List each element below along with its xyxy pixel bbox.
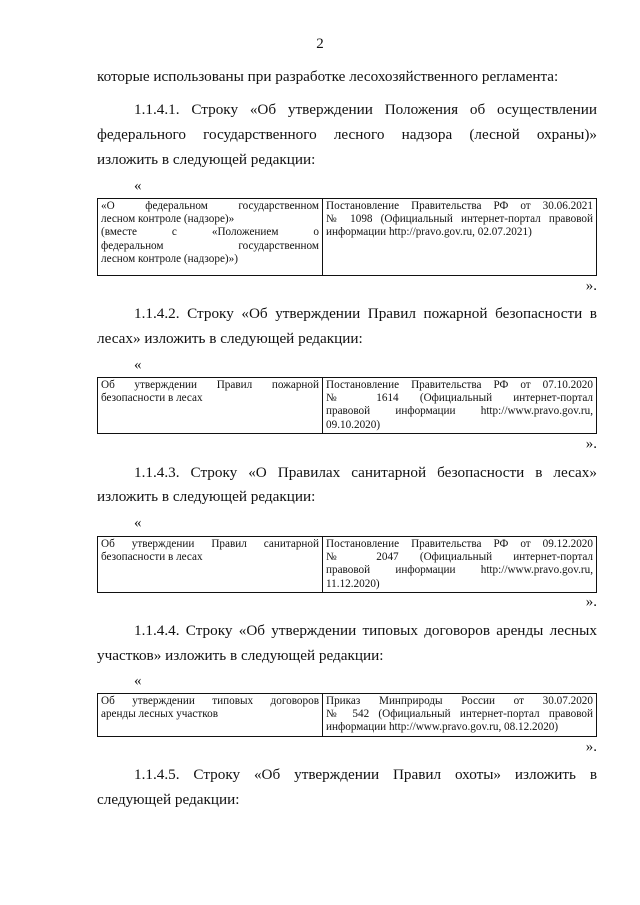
intro-line: которые использованы при разработке лесохозяйственного регламента: bbox=[97, 68, 559, 85]
word: «Об bbox=[241, 305, 268, 322]
word: осуществлении bbox=[497, 101, 597, 118]
word: в bbox=[589, 766, 597, 783]
word: Правилах bbox=[277, 464, 341, 481]
word: Строку bbox=[193, 766, 241, 783]
word: утверждении bbox=[294, 766, 380, 783]
cell-line: Об утверждении Правил санитарной bbox=[101, 538, 319, 550]
cell-line: 09.10.2020) bbox=[326, 418, 381, 431]
close-quote: ». bbox=[585, 278, 597, 294]
close-quote: ». bbox=[585, 436, 597, 452]
page-number: 2 bbox=[316, 36, 324, 52]
section-1-heading-line-2 bbox=[97, 126, 597, 144]
word: Правил bbox=[367, 305, 416, 322]
word: Строку bbox=[190, 464, 238, 481]
word: Строку bbox=[191, 101, 239, 118]
word: государственного bbox=[203, 126, 317, 143]
section-5-heading-line-2: следующей редакции: bbox=[97, 791, 240, 808]
cell-line: № 1614 (Официальный интернет-портал bbox=[326, 392, 593, 405]
cell-line: лесном контроле (надзоре)» bbox=[101, 213, 235, 226]
cell-line: лесном контроле (надзоре)») bbox=[101, 252, 238, 265]
word: в bbox=[535, 464, 543, 481]
word: «Об bbox=[238, 622, 266, 639]
word: «Об bbox=[253, 766, 281, 783]
open-quote: « bbox=[134, 357, 142, 373]
cell-line: 11.12.2020) bbox=[326, 577, 380, 590]
cell-line: безопасности в лесах bbox=[101, 551, 203, 564]
table-cell-source bbox=[323, 199, 597, 276]
section-2-table bbox=[97, 377, 597, 434]
word: аренды bbox=[496, 622, 544, 639]
cell-line: Об утверждении типовых договоров bbox=[101, 695, 319, 707]
word: 1.1.4.1. bbox=[134, 101, 180, 118]
table-cell-title bbox=[98, 378, 323, 434]
cell-line: федеральном государственном bbox=[101, 239, 319, 252]
word: лесных bbox=[549, 622, 597, 639]
close-quote: ». bbox=[585, 594, 597, 610]
close-quote: ». bbox=[585, 739, 597, 755]
cell-line: «О федеральном государственном bbox=[101, 200, 319, 212]
word: лесах» bbox=[553, 464, 597, 481]
section-2-heading-line-1 bbox=[134, 305, 597, 323]
section-1-heading-line-3: изложить в следующей редакции: bbox=[97, 151, 316, 168]
cell-line: аренды лесных участков bbox=[101, 708, 218, 721]
table-cell-title bbox=[98, 694, 323, 737]
section-3-table bbox=[97, 536, 597, 593]
table-cell-source bbox=[323, 694, 597, 737]
word: 1.1.4.3. bbox=[134, 464, 180, 481]
word: Строку bbox=[187, 305, 234, 322]
table-cell-title bbox=[98, 199, 323, 276]
cell-line: Приказ Минприроды России от 30.07.2020 bbox=[326, 695, 593, 707]
open-quote: « bbox=[134, 515, 142, 531]
section-5-heading-line-1 bbox=[134, 766, 597, 784]
word: надзора bbox=[401, 126, 453, 143]
cell-line: (вместе с «Положением о bbox=[101, 226, 319, 239]
cell-line: Об утверждении Правил пожарной bbox=[101, 379, 319, 391]
section-3-heading-line-2: изложить в следующей редакции: bbox=[97, 488, 316, 505]
table-cell-source bbox=[323, 378, 597, 434]
open-quote: « bbox=[134, 673, 142, 689]
word: санитарной bbox=[351, 464, 427, 481]
table-row bbox=[98, 199, 597, 276]
word: Положения bbox=[384, 101, 459, 118]
word: (лесной bbox=[469, 126, 520, 143]
word: «О bbox=[248, 464, 267, 481]
section-3-heading-line-1 bbox=[134, 464, 597, 482]
section-4-heading-line-1 bbox=[134, 622, 597, 640]
word: Правил bbox=[392, 766, 442, 783]
cell-line: Постановление Правительства РФ от 30.06.2021 bbox=[326, 200, 593, 212]
section-4-heading-line-2: участков» изложить в следующей редакции: bbox=[97, 647, 384, 664]
section-4-table bbox=[97, 693, 597, 737]
word: в bbox=[589, 305, 597, 322]
open-quote: « bbox=[134, 178, 142, 194]
section-1-table bbox=[97, 198, 597, 276]
word: Строку bbox=[185, 622, 233, 639]
table-row bbox=[98, 694, 597, 737]
word: утверждении bbox=[271, 622, 357, 639]
cell-line: информации http://pravo.gov.ru, 02.07.2021) bbox=[326, 226, 532, 239]
cell-line: правовой информации http://www.pravo.gov.ru, bbox=[326, 405, 593, 418]
word: федерального bbox=[97, 126, 186, 143]
word: утверждении bbox=[275, 305, 361, 322]
cell-line: № 2047 (Официальный интернет-портал bbox=[326, 551, 593, 564]
word: безопасности bbox=[437, 464, 525, 481]
word: безопасности bbox=[495, 305, 583, 322]
cell-line: информации http://www.pravo.gov.ru, 08.12.2020) bbox=[326, 721, 559, 734]
cell-line: безопасности в лесах bbox=[101, 392, 203, 405]
table-cell-title bbox=[98, 537, 323, 593]
word: охоты» bbox=[454, 766, 502, 783]
section-1-heading-line-1 bbox=[134, 101, 597, 119]
word: 1.1.4.2. bbox=[134, 305, 180, 322]
word: об bbox=[469, 101, 486, 118]
word: типовых bbox=[362, 622, 418, 639]
table-row bbox=[98, 537, 597, 593]
word: утверждении bbox=[287, 101, 373, 118]
word: изложить bbox=[514, 766, 576, 783]
word: лесного bbox=[333, 126, 385, 143]
cell-line: № 542 (Официальный интернет-портал правовой bbox=[326, 708, 593, 721]
section-2-heading-line-2: лесах» изложить в следующей редакции: bbox=[97, 330, 363, 347]
word: «Об bbox=[249, 101, 277, 118]
word: пожарной bbox=[423, 305, 488, 322]
word: 1.1.4.5. bbox=[134, 766, 180, 783]
cell-line: № 1098 (Официальный интернет-портал правовой bbox=[326, 213, 593, 226]
table-row bbox=[98, 378, 597, 434]
word: 1.1.4.4. bbox=[134, 622, 180, 639]
table-cell-source bbox=[323, 537, 597, 593]
cell-line: правовой информации http://www.pravo.gov.ru, bbox=[326, 564, 593, 577]
cell-line: Постановление Правительства РФ от 09.12.2020 bbox=[326, 538, 593, 550]
word: договоров bbox=[424, 622, 490, 639]
cell-line: Постановление Правительства РФ от 07.10.2020 bbox=[326, 379, 593, 391]
word: охраны)» bbox=[536, 126, 597, 143]
